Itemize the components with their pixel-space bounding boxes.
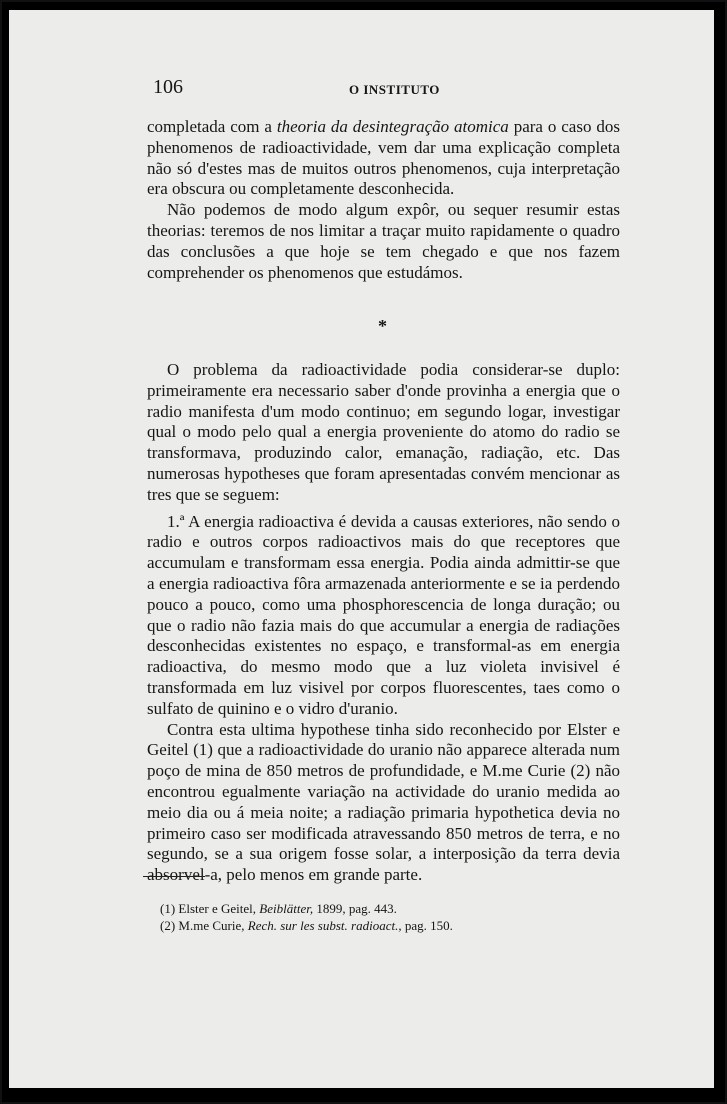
paragraph: Contra esta ultima hypothese tinha sido reconhecido por Elster e Geitel (1) que a radioactividade do uranio não apparece alterada num poço de mina de 850 metros de profundidade, e M.me Curie (2) não encontrou egualmente variação na actividade do uranio medida ao meio dia ou á meia noite; a radiação primaria hypothetica devia no primeiro caso ser modificada atravessando 850 metros de terra, e no segundo, se a sua origem fosse solar, a interposição da terra devia absorvel-a, pelo menos em grande parte.: [147, 719, 620, 885]
footnote: [160, 900, 620, 917]
footnote-text: 1899, pag. 443.: [313, 901, 397, 916]
footnote-citation: Beiblätter,: [259, 901, 314, 916]
footnote-citation: Rech. sur les subst. radioact.,: [247, 918, 402, 933]
section-separator: *: [378, 316, 387, 336]
paragraph-text: completada com a: [147, 117, 277, 136]
running-title: O INSTITUTO: [349, 82, 440, 97]
paragraph-text: para o caso dos phenomenos de radioactividade, vem dar uma explicação completa não só d'estes mas de muitos outros phenomenos, cuja interpretação era obscura ou completamente desconhecida.: [147, 117, 620, 199]
footnote-marker: (1): [160, 901, 179, 916]
body-section-one: [147, 117, 620, 283]
paragraph: 1.ª A energia radioactiva é devida a causas exteriores, não sendo o radio e outros corpos radioactivos mais do que receptores que accumulam e transformam essa energia. Podia ainda admittir-se que a energia radioactiva fôra armazenada anteriormente e se ia perdendo pouco a pouco, como uma phosphorescencia de longa duração; ou que o radio não fazia mais do que accumular a energia de radiações desconhecidas existentes no espaço, e transformal-as em energia radioactiva, do mesmo modo que a luz violeta invisivel é transformada em luz visivel por corpos fluorescentes, taes como o sulfato de quinino e o vidro d'uranio.: [147, 511, 620, 718]
footnote-marker: (2): [160, 918, 179, 933]
paragraph: O problema da radioactividade podia considerar-se duplo: primeiramente era necessario saber d'onde provinha a energia que o radio manifesta d'um modo continuo; em segundo logar, investigar qual o modo pelo qual a energia proveniente do atomo do radio se transformava, produzindo calor, emanação, radiação, etc. Das numerosas hypotheses que foram apresentadas convém mencionar as tres que se seguem:: [147, 360, 620, 504]
footnote-text: pag. 150.: [401, 918, 453, 933]
footnotes: [160, 900, 620, 934]
footnote-text: M.me Curie,: [178, 918, 248, 933]
paragraph: Não podemos de modo algum expôr, ou sequer resumir estas theorias: teremos de nos limitar a traçar muito rapidamente o quadro das conclusões a que hoje se tem chegado e que nos fazem comprehender os phenomenos que estudámos.: [147, 200, 620, 282]
footnote: [160, 917, 620, 934]
footnote-divider: [143, 876, 205, 877]
page-header: [153, 76, 623, 102]
page-number: 106: [153, 76, 183, 98]
paragraph: [147, 117, 620, 200]
body-section-two: [147, 360, 620, 886]
italic-term: theoria da desintegração atomica: [276, 117, 509, 136]
footnote-text: Elster e Geitel,: [178, 901, 260, 916]
